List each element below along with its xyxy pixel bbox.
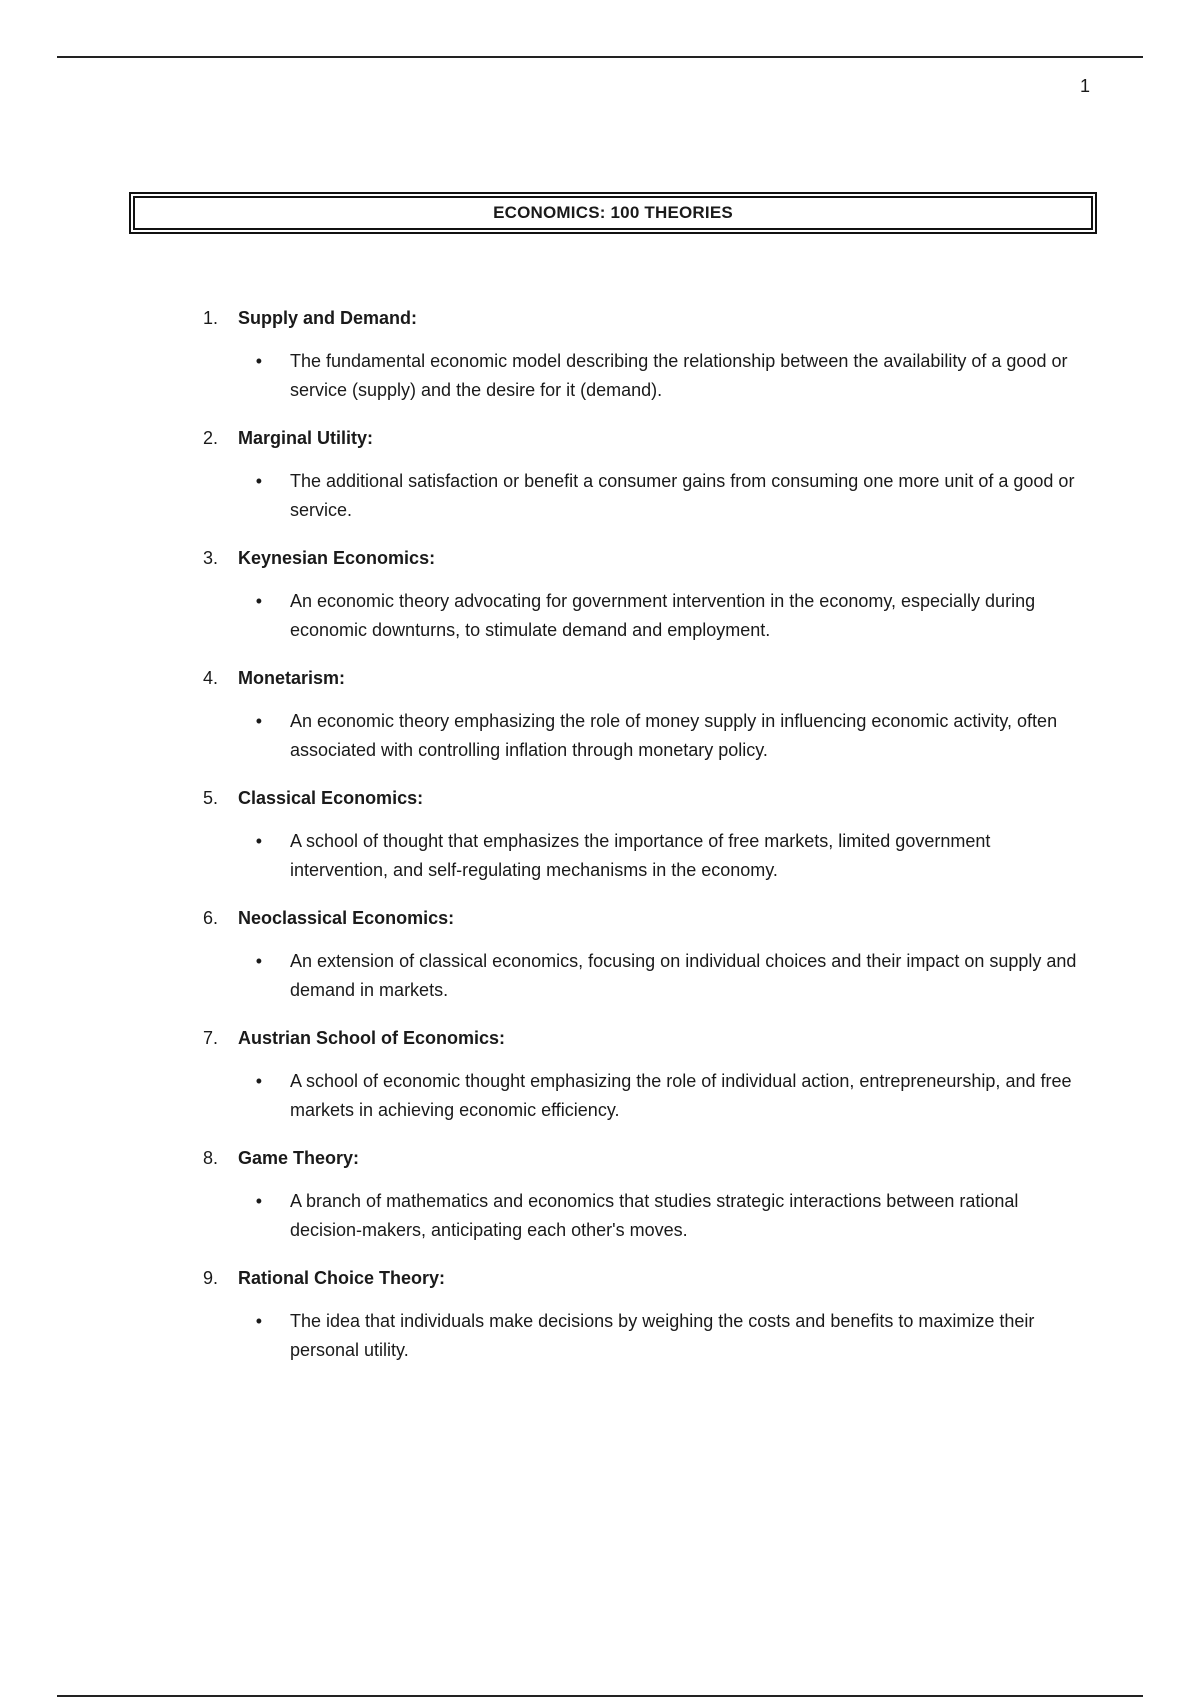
theory-heading — [168, 1145, 1098, 1171]
theory-number: 4. — [202, 668, 218, 688]
page-number: 1 — [1079, 76, 1090, 96]
bullet-icon: • — [255, 711, 262, 731]
theory-description-text: An economic theory emphasizing the role of money supply in influencing economic activity, often associated with controlling inflation through monetary policy. — [290, 711, 1058, 760]
theory-list — [168, 305, 1098, 1385]
theory-name: Rational Choice Theory: — [238, 1268, 446, 1288]
bullet-icon: • — [255, 351, 262, 371]
theory-item — [168, 545, 1098, 645]
theory-description — [168, 827, 1098, 885]
theory-name: Neoclassical Economics: — [238, 908, 455, 928]
theory-heading — [168, 665, 1098, 691]
theory-name: Supply and Demand: — [238, 308, 418, 328]
theory-item — [168, 425, 1098, 525]
theory-heading — [168, 1265, 1098, 1291]
theory-number: 9. — [202, 1268, 218, 1288]
theory-heading — [168, 905, 1098, 931]
theory-number: 3. — [202, 548, 218, 568]
theory-description — [168, 1067, 1098, 1125]
theory-item — [168, 905, 1098, 1005]
theory-item — [168, 1025, 1098, 1125]
header-rule — [57, 56, 1143, 58]
theory-description-text: The additional satisfaction or benefit a consumer gains from consuming one more unit of a good or service. — [290, 471, 1075, 520]
theory-description — [168, 1187, 1098, 1245]
theory-name: Keynesian Economics: — [238, 548, 436, 568]
theory-description — [168, 1307, 1098, 1365]
theory-item — [168, 1265, 1098, 1365]
bullet-icon: • — [255, 831, 262, 851]
theory-heading — [168, 425, 1098, 451]
bullet-icon: • — [255, 951, 262, 971]
theory-description — [168, 467, 1098, 525]
theory-heading — [168, 1025, 1098, 1051]
theory-description — [168, 587, 1098, 645]
theory-heading — [168, 545, 1098, 571]
theory-number: 6. — [202, 908, 218, 928]
theory-description-text: An extension of classical economics, focusing on individual choices and their impact on supply and demand in markets. — [290, 951, 1077, 1000]
theory-description — [168, 947, 1098, 1005]
theory-item — [168, 785, 1098, 885]
document-title-box — [129, 192, 1097, 234]
document-title: ECONOMICS: 100 THEORIES — [493, 203, 733, 222]
theory-item — [168, 665, 1098, 765]
theory-description-text: The idea that individuals make decisions by weighing the costs and benefits to maximize their personal utility. — [290, 1311, 1035, 1360]
theory-description-text: A school of economic thought emphasizing the role of individual action, entrepreneurship, and free markets in achieving economic efficiency. — [290, 1071, 1072, 1120]
theory-name: Monetarism: — [238, 668, 346, 688]
footer-rule — [57, 1695, 1143, 1697]
bullet-icon: • — [255, 1071, 262, 1091]
theory-description — [168, 347, 1098, 405]
theory-number: 8. — [202, 1148, 218, 1168]
theory-description-text: The fundamental economic model describing the relationship between the availability of a good or service (supply) and the desire for it (demand). — [290, 351, 1068, 400]
theory-number: 1. — [202, 308, 218, 328]
theory-description-text: An economic theory advocating for government intervention in the economy, especially during economic downturns, to stimulate demand and employment. — [290, 591, 1036, 640]
theory-description-text: A school of thought that emphasizes the importance of free markets, limited government intervention, and self-regulating mechanisms in the economy. — [290, 831, 991, 880]
theory-heading — [168, 305, 1098, 331]
bullet-icon: • — [255, 591, 262, 611]
theory-description — [168, 707, 1098, 765]
theory-number: 7. — [202, 1028, 218, 1048]
theory-heading — [168, 785, 1098, 811]
bullet-icon: • — [255, 1311, 262, 1331]
theory-number: 5. — [202, 788, 218, 808]
bullet-icon: • — [255, 471, 262, 491]
theory-name: Marginal Utility: — [238, 428, 374, 448]
theory-item — [168, 1145, 1098, 1245]
theory-name: Game Theory: — [238, 1148, 360, 1168]
theory-description-text: A branch of mathematics and economics that studies strategic interactions between rational decision-makers, anticipating each other's moves. — [290, 1191, 1019, 1240]
theory-number: 2. — [202, 428, 218, 448]
theory-item — [168, 305, 1098, 405]
theory-name: Austrian School of Economics: — [238, 1028, 506, 1048]
bullet-icon: • — [255, 1191, 262, 1211]
theory-name: Classical Economics: — [238, 788, 424, 808]
